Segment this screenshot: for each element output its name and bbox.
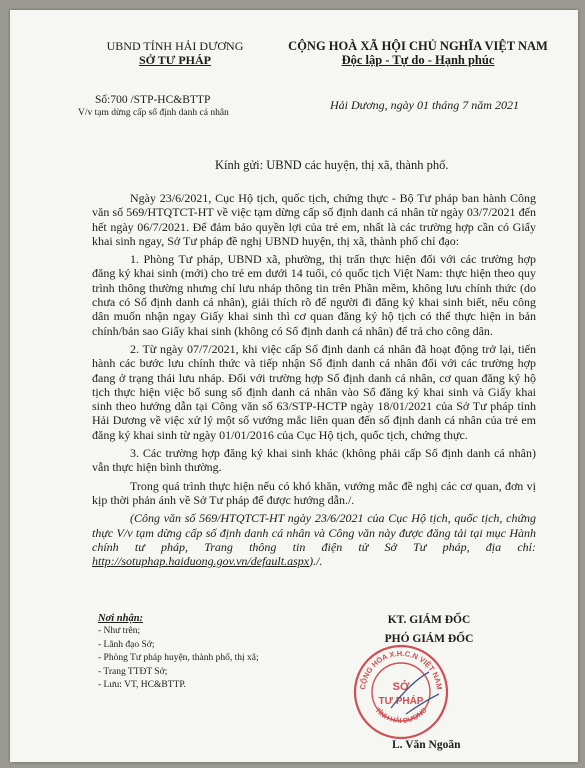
paragraph: Trong quá trình thực hiện nếu có khó khăn, vướng mắc đề nghị các cơ quan, đơn vị kịp thời phản ánh về Sở Tư pháp để được hướng dẫn./. [92, 478, 536, 507]
department-name: SỞ TƯ PHÁP [138, 53, 211, 67]
signature-title: KT. GIÁM ĐỐC [387, 614, 471, 626]
document-subject: V/v tạm dừng cấp số định danh cá nhân [78, 108, 229, 118]
citation-text: (Công văn số 569/HTQTCT-HT ngày 23/6/2021 của Cục Hộ tịch, quốc tịch, chứng thực V/v tạm dừng cấp số định danh cá nhân và Công văn này được đăng tải tại mục Hành chính tư pháp, Trang thông tin điện tử Sở Tư pháp, địa chỉ: [92, 511, 536, 554]
document-page [10, 10, 578, 762]
seal-ring-bottom: TỈNH HẢI DƯƠNG [373, 706, 429, 725]
seal-ring-text: CỘNG HÒA X.H.C.N VIỆT NAM [358, 648, 445, 691]
citation-link[interactable]: http://sotuphap.haiduong.gov.vn/default.aspx [92, 554, 310, 569]
citation-paragraph [92, 511, 536, 568]
national-header [268, 39, 568, 67]
paragraph: 3. Các trường hợp đăng ký khai sinh khác (không phải cấp Số định danh cá nhân) vẫn thực hiện bình thường. [92, 446, 536, 475]
recipient-line: Kính gửi: UBND các huyện, thị xã, thành phố. [215, 158, 449, 172]
document-number: Số:700 /STP-HC&BTTP [95, 94, 211, 106]
nation-title: CỘNG HOÀ XÃ HỘI CHỦ NGHĨA VIỆT NAM [288, 39, 548, 53]
issue-date: Hải Dương, ngày 01 tháng 7 năm 2021 [330, 98, 519, 112]
signature-subtitle: PHÓ GIÁM ĐỐC [384, 633, 474, 645]
recipients-block [98, 612, 338, 692]
recipient-item: - Lãnh đạo Sở; [98, 639, 155, 650]
recipient-item: - Trang TTĐT Sở; [98, 666, 168, 677]
document-body [92, 191, 536, 572]
issuer-header [90, 39, 260, 67]
paragraph: 1. Phòng Tư pháp, UBND xã, phường, thị trấn thực hiện đối với các trường hợp đăng ký khai sinh (mới) cho trẻ em dưới 14 tuổi, có quốc tịch Việt Nam: thực hiện theo quy trình thông thường nhưng chỉ lưu nháp thông tin trên Phần mềm, không lưu chính thức (do chưa có Số định danh cá nhân), giải thích rõ để người đi đăng ký khai sinh biết, nếu công dân muốn nhận ngay Giấy khai sinh thì cơ quan đăng ký hộ tịch có thể thực hiện in bản chính/bản sao Giấy khai sinh (không có Số định danh cá nhân) để trả cho công dân. [92, 252, 536, 338]
signer-name: L. Văn Ngoãn [392, 739, 461, 751]
seal-center-bottom: TƯ PHÁP [378, 696, 424, 707]
agency-name: UBND TỈNH HẢI DƯƠNG [106, 39, 244, 53]
handwritten-signature [391, 672, 439, 714]
recipient-item: - Như trên; [98, 626, 141, 637]
recipients-title: Nơi nhận: [98, 613, 144, 624]
seal-center-top: SỞ [392, 681, 410, 693]
national-motto: Độc lập - Tự do - Hạnh phúc [341, 53, 495, 67]
paragraph: Ngày 23/6/2021, Cục Hộ tịch, quốc tịch, chứng thực - Bộ Tư pháp ban hành Công văn số 569/HTQTCT-HT về việc tạm dừng cấp số định danh cá nhân từ ngày 03/7/2021 đến hết ngày 06/7/2021. Để đảm bảo quyền lợi của trẻ em, nhất là các trường hợp cần có Giấy khai sinh ngay, Sở Tư pháp đề nghị UBND huyện, thị xã, thành phố chỉ đạo: [92, 191, 536, 248]
citation-end: )./. [309, 554, 323, 569]
paragraph: 2. Từ ngày 07/7/2021, khi việc cấp Số định danh cá nhân đã hoạt động trở lại, tiến hành các bước lưu chính thức và tiếp nhận Số định danh cá nhân đối với các trường hợp đang ở trạng thái lưu nháp. Đối với trường hợp Số định danh cá nhân, cơ quan đăng ký hộ tịch thực hiện việc bổ sung số định danh cá nhân vào Sổ đăng ký khai sinh và Giấy khai sinh theo hướng dẫn tại Công văn số 63/STP-HCTP ngày 18/01/2021 của Sở Tư pháp tỉnh Hải Dương về việc xử lý một số vướng mắc liên quan đến số định danh cá nhân của trẻ em đăng ký khai sinh từ ngày 01/01/2016 của Cục Hộ tịch, quốc tịch, chứng thực. [92, 341, 536, 442]
recipient-item: - Lưu: VT, HC&BTTP. [98, 680, 186, 691]
official-seal [351, 642, 451, 742]
recipient-item: - Phòng Tư pháp huyện, thành phố, thị xã; [98, 653, 259, 664]
